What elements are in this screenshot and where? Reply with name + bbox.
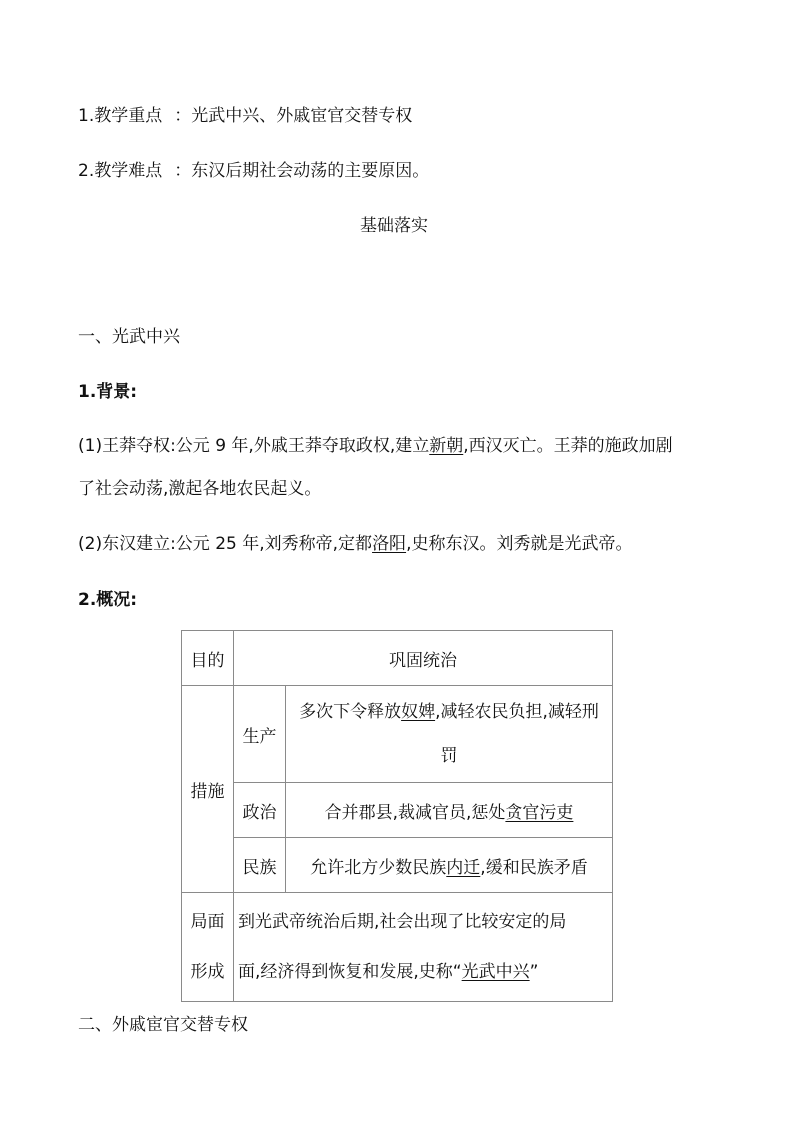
migration-term: 内迁 bbox=[446, 857, 481, 878]
objective-difficulty bbox=[78, 161, 429, 181]
measure-label-politics: 政治 bbox=[234, 783, 286, 838]
cell-text: ” bbox=[529, 962, 539, 982]
part2-title: 二、外戚宦官交替专权 bbox=[78, 1015, 248, 1035]
measure-label-production: 生产 bbox=[234, 686, 286, 783]
cell-text: 合并郡县,裁减官员,惩处 bbox=[324, 802, 506, 823]
objective-difficulty-text: ：东汉后期社会动荡的主要原因。 bbox=[174, 161, 430, 181]
objective-key-point bbox=[78, 106, 412, 126]
corrupt-officials-term: 贪官污吏 bbox=[505, 802, 574, 823]
cell-text: 允许北方少数民族 bbox=[310, 857, 447, 878]
purpose-label: 目的 bbox=[182, 631, 234, 686]
table-row bbox=[182, 893, 613, 1002]
cell-text: 面,经济得到恢复和发展,史称“ bbox=[238, 962, 462, 982]
slaves-term: 奴婢 bbox=[401, 702, 436, 722]
overview-table bbox=[181, 630, 613, 1002]
paragraph-text: (2)东汉建立:公元 25 年,刘秀称帝,定都 bbox=[78, 534, 373, 554]
measures-label: 措施 bbox=[182, 686, 234, 893]
background-paragraph-1-line2: 了社会动荡,激起各地农民起义。 bbox=[78, 479, 322, 499]
table-row bbox=[182, 686, 613, 783]
objective-difficulty-label: 2.教学难点 bbox=[78, 161, 163, 181]
background-paragraph-2 bbox=[78, 534, 632, 554]
section-header: 基础落实 bbox=[360, 216, 428, 236]
cell-text: ,减轻农民负担,减轻刑 bbox=[435, 702, 599, 722]
paragraph-text: ,史称东汉。刘秀就是光武帝。 bbox=[406, 534, 633, 554]
new-dynasty-term: 新朝 bbox=[429, 436, 464, 456]
table-row bbox=[182, 783, 613, 838]
objective-key-point-label: 1.教学重点 bbox=[78, 106, 163, 126]
background-paragraph-1 bbox=[78, 436, 673, 456]
measure-label-ethnic: 民族 bbox=[234, 838, 286, 893]
guangwu-revival-term: 光武中兴 bbox=[461, 962, 530, 982]
cell-text: 到光武帝统治后期,社会出现了比较安定的局 bbox=[238, 912, 567, 932]
background-heading: 1.背景: bbox=[78, 382, 138, 402]
measure-text-politics bbox=[286, 783, 613, 838]
overview-heading: 2.概况: bbox=[78, 590, 138, 610]
table-row bbox=[182, 838, 613, 893]
objective-key-point-text: ：光武中兴、外戚宦官交替专权 bbox=[174, 106, 413, 126]
cell-text: 形成 bbox=[190, 962, 225, 982]
result-label bbox=[182, 893, 234, 1002]
paragraph-text: (1)王莽夺权:公元 9 年,外戚王莽夺取政权,建立 bbox=[78, 436, 430, 456]
cell-text: 局面 bbox=[190, 912, 225, 932]
paragraph-text: ,西汉灭亡。王莽的施政加剧 bbox=[463, 436, 673, 456]
measure-text-ethnic bbox=[286, 838, 613, 893]
luoyang-term: 洛阳 bbox=[372, 534, 407, 554]
result-text bbox=[234, 893, 613, 1002]
cell-text: 多次下令释放 bbox=[299, 702, 402, 722]
part1-title: 一、光武中兴 bbox=[78, 327, 180, 347]
purpose-value: 巩固统治 bbox=[234, 631, 613, 686]
cell-text: 罚 bbox=[440, 746, 458, 766]
cell-text: ,缓和民族矛盾 bbox=[480, 857, 588, 878]
measure-text-production bbox=[286, 686, 613, 783]
table-row bbox=[182, 631, 613, 686]
